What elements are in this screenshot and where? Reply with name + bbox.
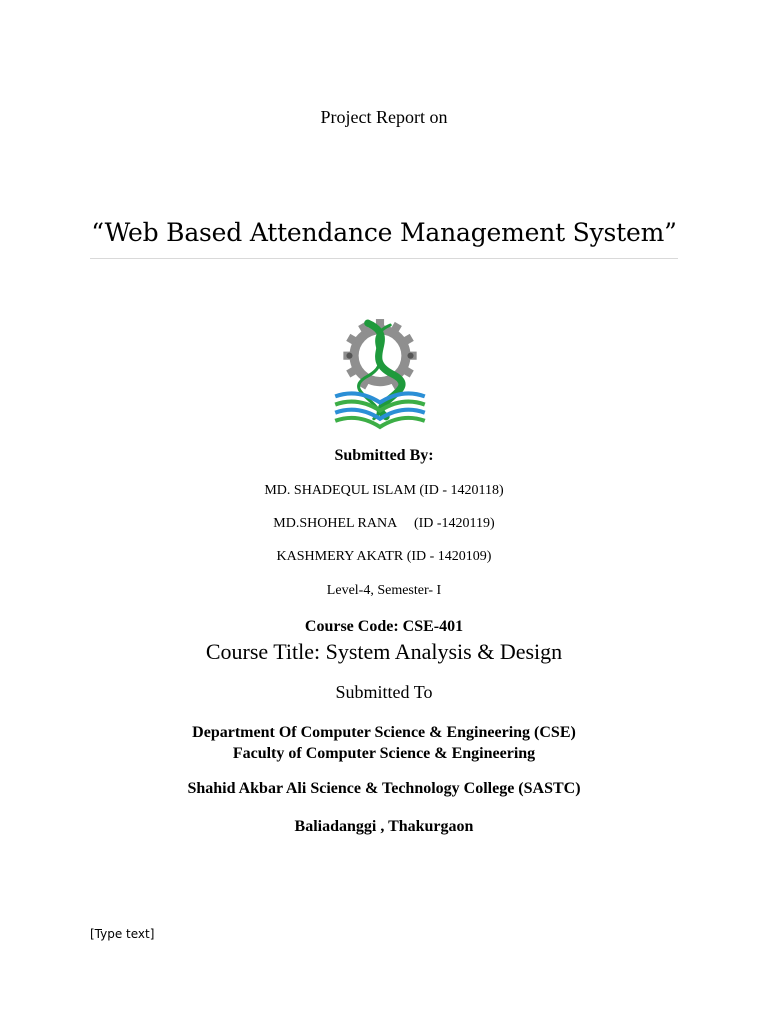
course-code: Course Code: CSE-401 — [304, 618, 464, 635]
college-name: Shahid Akbar Ali Science & Technology College (SASTC) — [187, 780, 581, 797]
footer-placeholder-text[interactable]: [Type text] — [90, 927, 155, 941]
title-divider — [90, 258, 678, 259]
course-title: Course Title: System Analysis & Design — [205, 639, 563, 664]
faculty-name: Faculty of Computer Science & Engineering — [232, 745, 536, 762]
submitted-by-label: Submitted By: — [334, 447, 434, 464]
page-title: “Web Based Attendance Management System” — [91, 218, 677, 247]
department-name: Department Of Computer Science & Engineering (CSE) — [192, 724, 576, 741]
college-location: Baliadanggi , Thakurgaon — [294, 818, 474, 835]
submitted-to-label: Submitted To — [335, 682, 433, 702]
level-semester: Level-4, Semester- I — [326, 583, 442, 598]
department-block — [0, 722, 768, 764]
member-1: MD. SHADEQUL ISLAM (ID - 1420118) — [264, 483, 504, 498]
college-emblem-icon — [329, 317, 431, 431]
member-3: KASHMERY AKATR (ID - 1420109) — [276, 549, 492, 564]
report-subtitle: Project Report on — [320, 107, 448, 127]
member-2: MD.SHOHEL RANA (ID -1420119) — [273, 516, 495, 531]
